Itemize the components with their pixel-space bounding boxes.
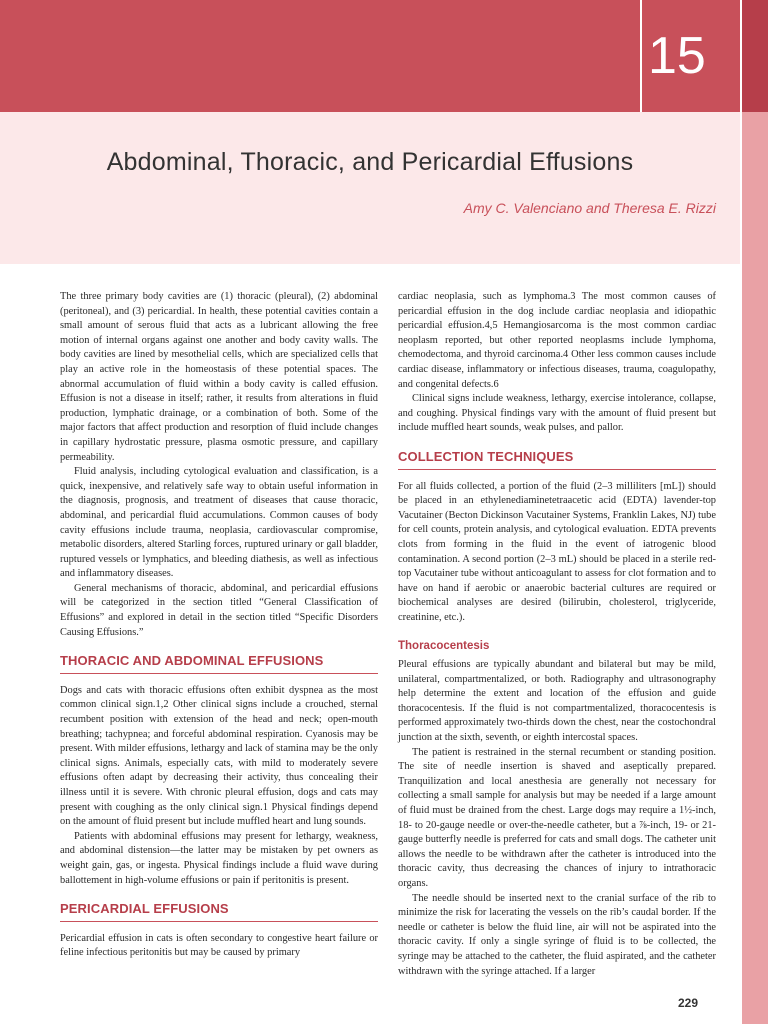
section-heading-pericardial: PERICARDIAL EFFUSIONS: [60, 902, 378, 922]
header-band: [0, 0, 740, 112]
paragraph: The needle should be inserted next to the cranial surface of the rib to minimize the risk for lacerating the vessels on the rib’s caudal border. If the needle or catheter is below the fluid line, air will not be aspirated into the thoracic cavity. If only a single syringe of fluid is to be collected, the syringe may be attached to the catheter, the fluid aspirated, and the catheter withdrawn with the syringe attached. If a larger: [398, 892, 716, 977]
paragraph: Dogs and cats with thoracic effusions often exhibit dyspnea as the most common clinical sign.1,2 Other clinical signs include a crouched, sternal recumbent position with extension of the head and neck; open-mouth breathing; tachypnea; and forceful abdominal respiration. Cyanosis may be present. With milder effusions, lethargy and lack of stamina may be the only clinical signs. Animals, especially cats, with mild to moderately severe effusions often adapt by decreasing their activity, thus concealing their illness until it is severe. With chronic pleural effusion, dogs and cats may present with coughing as the only clinical sign.1 Physical findings depend on the amount of fluid present but include muffled heart and lung sounds.: [60, 684, 378, 828]
section-heading-thoracic-abdominal: THORACIC AND ABDOMINAL EFFUSIONS: [60, 654, 378, 674]
chapter-authors: Amy C. Valenciano and Theresa E. Rizzi: [463, 200, 716, 216]
right-column: [398, 290, 716, 979]
page-number: 229: [678, 996, 699, 1010]
paragraph: The three primary body cavities are (1) thoracic (pleural), (2) abdominal (peritoneal), and (3) pericardial. In health, these potential cavities contain a small amount of serous fluid that acts as a lubricant allowing the free motion of internal organs against one another and body cavity walls. The body cavities are lined by mesothelial cells, which are specialized cells that play an active role in the homeostasis of these potential spaces. The abnormal accumulation of fluid within a body cavity is called effusion. Effusion is not a disease in itself; rather, it results from alterations in fluid production, lymphatic drainage, or a combination of both. Some of the major factors that affect production and resorption of fluid include changes in capillary hydrostatic pressure, plasma osmotic pressure, and capillary permeability.: [60, 291, 378, 463]
title-band: [0, 112, 740, 264]
paragraph: Patients with abdominal effusions may present for lethargy, weakness, and abdominal distension—the latter may be mistaken by pet owners as weight gain, gas, or ingesta. Physical findings include a fluid wave during ballottement in high-volume effusions or pain if peritonitis is present.: [60, 830, 378, 886]
paragraph: Pleural effusions are typically abundant and bilateral but may be mild, unilateral, compartmentalized, or both. Radiography and ultrasonography help determine the extent and location of the effusion and guide thoracocentesis. If the fluid is not compartmentalized, thoracocentesis is performed approximately two-thirds down the chest, near the costochondral junction at the sixth, seventh, or eighth intercostal spaces.: [398, 659, 716, 744]
paragraph: Clinical signs include weakness, lethargy, exercise intolerance, collapse, and coughing. Physical findings vary with the amount of fluid present but include muffled heart sounds, weak pulses, and pallor.: [398, 393, 716, 434]
paragraph: cardiac neoplasia, such as lymphoma.3 The most common causes of pericardial effusion in the dog include cardiac neoplasia and idiopathic pericardial effusion.4,5 Hemangiosarcoma is the most common cardiac neoplasm reported, but other reported neoplasms include lymphoma, chemodectoma, and thyroid carcinoma.4 Other less common causes include cardiac disease, inflammatory or infectious diseases, trauma, coagulopathy, and congenital defects.6: [398, 291, 716, 390]
side-strip: [740, 0, 768, 1024]
section-heading-collection: COLLECTION TECHNIQUES: [398, 450, 716, 470]
paragraph: Fluid analysis, including cytological evaluation and classification, is a quick, inexpensive, and relatively safe way to obtain useful information in the diagnosis, prognosis, and treatment of diseases that cause thoracic, abdominal, and pericardial fluid accumulations. Common causes of body cavity effusions include trauma, neoplasia, cardiovascular compromise, metabolic disorders, altered Starling forces, ruptured urinary or gall bladder, ruptured vessels or lymphatics, and bleeding diathesis, as well as infectious and inflammatory diseases.: [60, 466, 378, 580]
left-column: [60, 290, 378, 961]
chapter-title: Abdominal, Thoracic, and Pericardial Effusions: [106, 148, 634, 176]
chapter-number: 15: [648, 27, 706, 85]
side-strip-top: [740, 0, 768, 112]
paragraph: General mechanisms of thoracic, abdominal, and pericardial effusions will be categorized in the section titled “General Classification of Effusions” and explored in detail in the section titled “Specific Disorders Causing Effusions.”: [60, 582, 378, 638]
paragraph: For all fluids collected, a portion of the fluid (2–3 milliliters [mL]) should be placed in an ethylenediaminetetraacetic acid (EDTA) lavender-top Vacutainer (Becton Dickinson Vacutainer Systems, Franklin Lakes, NJ) tube for cell counts, protein analysis, and cytological evaluation. EDTA prevents clots from forming in the fluid in the event of iatrogenic blood contamination. A second portion (2–3 mL) should be placed in a sterile red-top Vacutainer tube without anticoagulant to assess for clot formation and to have on hand if aerobic or anaerobic bacterial cultures are required or biochemical analyses are desired (bilirubin, cholesterol, triglyceride, creatinine, etc.).: [398, 480, 716, 623]
subsection-heading-thoracocentesis: Thoracocentesis: [398, 640, 490, 653]
paragraph: Pericardial effusion in cats is often secondary to congestive heart failure or feline infectious peritonitis but may be caused by primary: [60, 932, 378, 959]
paragraph: The patient is restrained in the sternal recumbent or standing position. The site of needle insertion is shaved and aseptically prepared. Tranquilization and local anesthesia are generally not necessary for collecting a small sample for analysis but may be needed if a large amount of fluid must be drained from the chest. Large dogs may require a 1½-inch, 18- to 20-gauge needle or over-the-needle catheter, but a ⅞-inch, 19- or 21-gauge butterfly needle is preferred for cats and small dogs. The catheter unit allows the needle to be withdrawn after the catheter is introduced into the thoracic cavity, thus decreasing the chances of injury to intrathoracic organs.: [398, 746, 716, 889]
